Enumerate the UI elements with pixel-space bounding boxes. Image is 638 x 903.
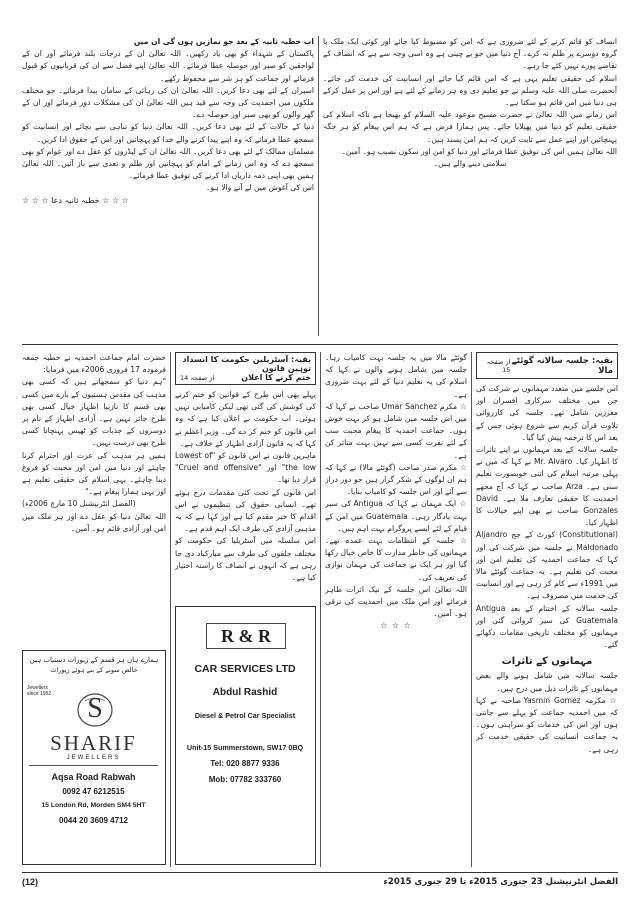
divider-bc xyxy=(320,352,321,867)
column-a-paragraph-1: اس جلسے میں متعدد مہمانوں نے شرکت کی جن میں مختلف سرکاری افسران اور معززین شامل تھے۔ جلسہ کی کارروائی تلاوت قرآن کریم سے شروع ہوئی جس کے بعد اس کا ترجمہ پیش کیا گیا۔ xyxy=(476,384,618,442)
column-a xyxy=(476,352,618,867)
column-c-paragraph-4: اس سلسلہ میں آسٹریلیا کی حکومت کو مختلف حلقوں کی طرف سے مبارکباد دی جا رہی ہے کہ انہوں نے انصاف کا راستہ اختیار کیا ہے۔ xyxy=(175,536,316,583)
top-left-paragraph-1: پاکستان کے شہداء کو بھی یاد رکھیں۔ اللہ تعالیٰ ان کے درجات بلند فرمائے اور ان کے لواحقین کو صبر اور حوصلہ عطا فرمائے۔ اللہ تعالیٰ اپنے فضل سے ان کی قربانیوں کو قبول فرمائے اور جماعت کو ہر شر سے محفوظ رکھے۔ xyxy=(22,49,314,83)
column-d-paragraph-3: ہمیں ہر مذہب کی عزت اور احترام کرنا چاہئے اور دنیا میں امن اور محبت کو فروغ دینا چاہئے۔ یہی اسلام کی حقیقی تعلیم ہے اور یہی ہمارا پیغام ہے۔" xyxy=(22,450,166,497)
column-a-paragraph-3: (Constitutional) کورٹ کے جج Aljandro Maldonado نے جلسہ میں شرکت کی اور کہا کہ جماعت احمدیہ کی تعلیم امن اور محبت کی تعلیم ہے۔ یہ جماعت گوئٹے مالا میں 1991ء سے کام کر رہی ہے اور انسانیت کی خدمت میں مصروف ہے۔ xyxy=(476,530,618,601)
car-ad-address: Unit-15 Summerstown, SW17 0BQ xyxy=(186,743,304,752)
top-right-paragraph-4: اللہ تعالیٰ ہمیں اس کی توفیق عطا فرمائے اور دنیا کو امن اور سکون نصیب ہو۔ آمین۔ xyxy=(341,146,617,156)
sharif-logo-icon xyxy=(75,691,115,729)
top-left-column xyxy=(22,36,314,336)
car-ad-tel: Tel: 020 8877 9336 xyxy=(210,759,280,768)
column-b-paragraph-4: ☆ ایک مہمان نے کہا کہ Antigua کی سیر بہت یادگار رہی۔ Guatemala میں امن کے قیام کے لئے ایسے پروگرام بہت اہم ہیں۔ xyxy=(325,499,467,533)
sharif-branch-1: Aqsa Road Rabwah xyxy=(51,772,136,782)
sharif-ad-rule xyxy=(29,765,158,766)
top-left-heading-text: اب خطبہ ثانیہ کے بعد جو نمازیں ہوں گی ان میں xyxy=(133,37,314,46)
sharif-ad-since: Jewellers since 1952 xyxy=(27,685,52,697)
top-left-end-mark: ☆ ☆ ☆ خطبہ ثانیہ دعا ☆ ☆ ☆ xyxy=(22,195,129,205)
sharif-ad-urdu-sub: خالص سونے کے بنے ہوئے زیورات xyxy=(50,666,138,674)
divider-cd xyxy=(170,352,171,867)
column-a-paragraph-4: جلسہ سالانہ کے اختتام کے بعد Antigua Guatemala کی سیر کروائی گئی اور مہمانوں کو مختلف تاریخی مقامات دکھائے گئے۔ xyxy=(476,603,618,650)
column-a-sub-paragraph-1: جلسہ سالانہ میں شامل ہونے والے بعض مہمانوں کے تاثرات ذیل میں درج ہیں۔ xyxy=(476,671,618,693)
column-c-header xyxy=(175,352,316,385)
column-b xyxy=(325,352,467,867)
footer-rule xyxy=(22,872,618,873)
column-d-paragraph-4: (الفضل انٹرنیشنل 10 مارچ 2006ء) xyxy=(22,499,136,509)
column-b-paragraph-6: اللہ تعالیٰ اس جلسہ کے نیک اثرات ظاہر فرمائے اور اس ملک میں احمدیت کی ترقی ہو۔ آمین۔ xyxy=(325,584,467,619)
column-a-header xyxy=(476,352,618,379)
column-a-paragraph-2: جلسہ سالانہ کے بعد مہمانوں نے اپنے تاثرات کا اظہار کیا۔ Mr. Alvaro نے کہا کہ میں نے پہلی مرتبہ اسلام کی اتنی خوبصورت تعلیم سنی ہے۔ Arza صاحب نے کہا کہ آج مجھے احمدیت کا حقیقی تعارف ملا ہے۔ David Gonzales صاحب نے بھی اپنے خیالات کا اظہار کیا۔ xyxy=(476,445,618,528)
column-c-paragraph-1: پہلے بھی اس طرح کے قوانین کو ختم کرنے کی کوشش کی گئی تھی لیکن کامیابی نہیں ہوئی۔ اب حکومت نے اعلان کیا ہے کہ وہ اس قانون کو ختم کر دے گی۔ وزیر اعظم نے کہا کہ یہ قانون آزادی اظہار کے خلاف ہے۔ xyxy=(175,390,316,448)
column-d-paragraph-5: اللہ تعالیٰ دنیا کو عقل دے اور ہر ملک میں امن اور آزادی قائم ہو۔ آمین۔ xyxy=(22,511,166,533)
top-right-column xyxy=(323,36,617,336)
column-b-end-mark: ☆ ☆ ☆ xyxy=(380,621,412,631)
footer-page-number: (12) xyxy=(22,877,39,887)
section-divider xyxy=(22,344,618,345)
top-left-heading xyxy=(22,36,314,48)
top-left-paragraph-3: دنیا کے حالات کے لئے بھی دعا کریں۔ اللہ تعالیٰ دنیا کو تباہی سے بچائے اور انسانیت کو سمجھ عطا فرمائے کہ وہ اپنے پیدا کرنے والے خدا کو پہچانیں اور اس کے حقوق ادا کریں۔ xyxy=(22,122,314,144)
car-ad-specialty: Diesel & Petrol Car Specialist xyxy=(194,711,296,720)
column-c-header-title: بقیہ: آسٹریلین حکومت کا انسداد توہین قانون xyxy=(182,355,311,373)
car-ad-company: CAR SERVICES LTD xyxy=(194,663,296,675)
column-b-paragraph-1: گوئٹے مالا میں یہ جلسہ بہت کامیاب رہا۔ جلسہ میں شامل ہونے والوں نے کہا کہ اسلام کی یہ تعلیم دنیا کے لئے بہت ضروری ہے۔ xyxy=(325,353,467,399)
car-ad-mob: Mob: 07782 333760 xyxy=(208,775,282,784)
column-c-header-row xyxy=(180,373,311,382)
column-d-paragraph-1: حضرت امام جماعت احمدیہ نے خطبہ جمعہ فرمودہ 17 فروری 2006ء میں فرمایا: xyxy=(22,353,166,375)
column-c-header-ref: از صفحہ 14 xyxy=(180,373,215,382)
top-right-paragraph-2: اسلام کی حقیقی تعلیم یہی ہے کہ امن قائم کیا جائے اور انسانیت کی خدمت کی جائے۔ آنحضرت صلی اللہ علیہ وسلم نے جو تعلیم دی وہ ہر زمانے کے لئے ہے اور اس پر عمل کرکے ہی دنیا میں امن قائم ہو سکتا ہے۔ xyxy=(323,73,617,108)
footer-issue-line: الفضل انٹرنیشنل 23 جنوری 2015ء تا 29 جنوری 2015ء xyxy=(383,877,618,887)
sharif-ad-urdu-top: ہمارے ہاں ہر قسم کے زیورات دستیاب ہیں xyxy=(29,656,159,664)
top-column-divider xyxy=(318,36,319,336)
column-a-subheading: مہمانوں کے تاثرات xyxy=(501,656,593,668)
top-left-paragraph-2: اسیران کے لئے بھی دعا کریں۔ اللہ تعالیٰ ان کی رہائی کے سامان پیدا فرمائے۔ جو مختلف ملکوں میں احمدیت کی وجہ سے قید ہیں اللہ تعالیٰ ان کی مشکلات دور فرمائے اور ان کے گھر والوں کو بھی صبر اور حوصلہ دے۔ xyxy=(22,85,314,120)
column-a-header-title: بقیہ: جلسہ سالانہ گوئٹے مالا xyxy=(511,356,613,376)
car-services-ad xyxy=(175,606,316,865)
column-b-paragraph-3: ☆ مکرم صدر صاحب (گوئٹے مالا) نے کہا کہ ہم ان لوگوں کے شکر گزار ہیں جو دور دراز سے آئے اور اس جلسہ کو کامیاب بنایا۔ xyxy=(325,462,467,497)
top-left-closing: اس کی آغوش میں لے آنے والا ہو۔ xyxy=(206,183,314,193)
top-right-paragraph-1: انصاف کو قائم کرنے کے لئے ضروری ہے کہ امن کو مضبوط کیا جائے اور کوئی ایک ملک یا گروہ دوسرے پر ظلم نہ کرے۔ آج دنیا میں جو بے چینی ہے وہ اسی وجہ سے ہے کہ انصاف کے تقاضے پورے نہیں کئے جا رہے۔ xyxy=(323,37,617,71)
sharif-logo-letter: S xyxy=(87,693,103,724)
sharif-phone-1: 0092 47 6212515 xyxy=(62,787,125,796)
column-b-paragraph-5: ☆ جلسہ کے انتظامات بہت عمدہ تھے۔ مہمانوں کی خاطر مدارت کا خاص خیال رکھا گیا اور ہر ایک نے جماعت کی مہمان نوازی کی تعریف کی۔ xyxy=(325,536,467,582)
sharif-subtitle: JEWELLERS xyxy=(66,755,121,761)
column-a-sub-paragraph-2: ☆ مکرمہ Yasmin Gomez صاحبہ نے کہا کہ میں احمدیہ جماعت کو پہلے سے جانتی ہوں اور اس کی خدمات کو سراہتی ہوں۔ یہ جماعت انسانیت کی حقیقی خدمت کر رہی ہے۔ xyxy=(476,695,618,754)
sharif-jewellers-ad xyxy=(22,650,166,865)
sharif-name: SHARIF xyxy=(50,731,137,755)
column-d xyxy=(22,352,166,642)
sharif-branch-2: 15 London Rd, Morden SM4 5HT xyxy=(41,802,146,809)
column-c xyxy=(175,352,316,602)
top-right-paragraph-3: اس زمانے میں اللہ تعالیٰ نے حضرت مسیح موعود علیہ السلام کو بھیجا ہے تاکہ اسلام کی حقیقی تعلیم کو دنیا میں پھیلایا جائے۔ پس ہمارا فرض ہے کہ ہم اس پیغام کو ہر جگہ پہنچائیں اور اپنے عمل سے ثابت کریں کہ ہم امن پسند ہیں۔ xyxy=(323,110,617,144)
column-c-paragraph-2: ماہرین قانون نے اس قانون کو "Lowest of the low" اور "Cruel and offensive" قرار دیا تھا۔ xyxy=(175,451,316,485)
column-c-header-sub: ختم کرنے کا اعلان xyxy=(241,373,311,382)
top-right-closing: سلامتی دینے والے ہیں۔ xyxy=(433,159,507,169)
sharif-phone-2: 0044 20 3609 4712 xyxy=(59,816,128,825)
divider-ab xyxy=(471,352,472,867)
car-ad-logo xyxy=(206,623,286,649)
column-a-header-ref: از صفحہ 15 xyxy=(486,357,511,374)
column-d-paragraph-2: "ہم دنیا کو سمجھاتے ہیں کہ کسی بھی مذہب کی مقدس ہستیوں کے بارے میں کسی بھی قسم کا نازیبا اظہار خیال کسی بھی طرح جائز نہیں ہے۔ آزادی اظہار کے نام پر دوسروں کے جذبات کو ٹھیس پہنچانا کسی طرح بھی درست نہیں۔ xyxy=(22,377,166,448)
car-ad-owner: Abdul Rashid xyxy=(212,687,278,698)
car-ad-logo-text: R & R xyxy=(221,626,271,646)
column-b-paragraph-2: ☆ مکرم Umar Sanchez صاحب نے کہا کہ میں اس جلسہ میں شامل ہو کر بہت خوش ہوں۔ جماعت احمدیہ کا پیغام محبت سب کے لئے نفرت کسی سے نہیں بہت متاثر کن ہے۔ xyxy=(325,401,467,460)
column-c-paragraph-3: اس قانون کے تحت کئی مقدمات درج ہوئے تھے۔ انسانی حقوق کی تنظیموں نے اس اقدام کا خیر مقدم کیا ہے اور کہا ہے کہ یہ مذہبی آزادی کی طرف ایک اہم قدم ہے۔ xyxy=(175,487,316,534)
top-left-paragraph-4: مسلمان ممالک کے لئے بھی دعا کریں۔ اللہ تعالیٰ ان کے لیڈروں کو عقل دے اور عوام کو بھی سمجھ دے کہ وہ اس زمانے کے امام کو پہچانیں اور ظلم و تعدی سے باز آئیں۔ اللہ تعالیٰ ہمیں بھی اپنی ذمہ داریاں ادا کرنے کی توفیق عطا فرمائے۔ xyxy=(22,146,314,181)
